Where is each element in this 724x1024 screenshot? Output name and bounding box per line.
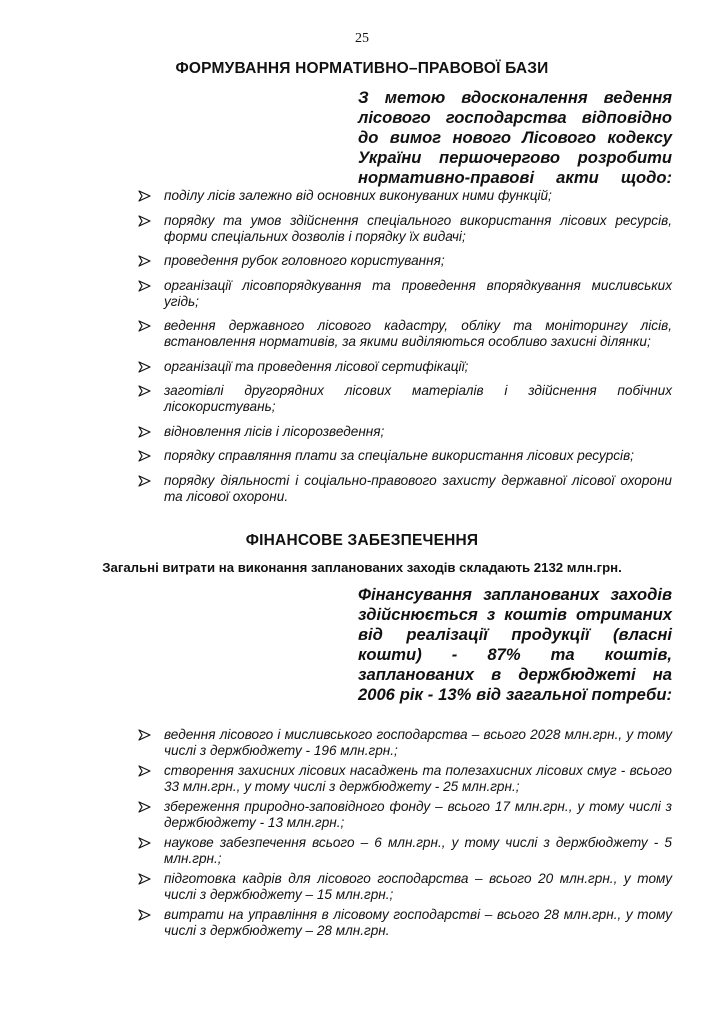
list-item [138,763,672,795]
list-item [138,835,672,867]
list-item-text: порядку справляння плати за спеціальне використання лісових ресурсів; [164,448,634,463]
list-item [138,871,672,903]
lead-paragraph-regulatory: З метою вдосконалення ведення лісового господарства відповідно до вимог нового Лісового кодексу України першочергово розробити нормативно-правові акти щодо: [358,88,672,187]
list-item [138,213,672,245]
list-item-text: організації лісовпорядкування та проведення впорядкування мисливських угідь; [164,277,672,309]
section-heading-financing: ФІНАНСОВЕ ЗАБЕЗПЕЧЕННЯ [245,532,479,549]
list-item [138,424,672,440]
list-item [138,359,672,375]
total-costs-summary: Загальні витрати на виконання запланованих заходів складають 2132 млн.грн. [102,560,622,575]
arrowhead-bullet-icon [138,280,152,292]
list-item [138,253,672,269]
arrowhead-bullet-icon [138,873,152,885]
list-item-text: збереження природно-заповідного фонду – всього 17 млн.грн., у тому числі з держбюджету - 13 млн.грн.; [164,799,672,830]
list-item-text: підготовка кадрів для лісового господарства – всього 20 млн.грн., у тому числі з держбюджету – 15 млн.грн.; [164,871,672,902]
list-item-text: ведення лісового і мисливського господарства – всього 2028 млн.грн., у тому числі з держбюджету - 196 млн.грн.; [164,727,672,758]
arrowhead-bullet-icon [138,255,152,267]
arrowhead-bullet-icon [138,475,152,487]
page-number: 25 [355,31,369,46]
list-item-text: ведення державного лісового кадастру, обліку та моніторингу лісів, встановлення нормативів, за якими виділяються особливо захисні ділянки; [164,318,672,349]
arrowhead-bullet-icon [138,190,152,202]
list-item [138,907,672,939]
list-item [138,318,672,350]
list-item [138,473,672,505]
arrowhead-bullet-icon [138,729,152,741]
list-item-text: наукове забезпечення всього – 6 млн.грн., у тому числі з держбюджету - 5 млн.грн.; [164,835,672,866]
regulatory-acts-list [138,188,672,513]
list-item-text: організації та проведення лісової сертифікації; [164,358,469,374]
arrowhead-bullet-icon [138,801,152,813]
arrowhead-bullet-icon [138,361,152,373]
financing-items-list [138,727,672,943]
list-item-text: поділу лісів залежно від основних виконуваних ними функцій; [164,188,552,203]
list-item-text: проведення рубок головного користування; [164,253,445,268]
list-item [138,448,672,464]
arrowhead-bullet-icon [138,426,152,438]
arrowhead-bullet-icon [138,450,152,462]
list-item [138,383,672,415]
list-item [138,799,672,831]
list-item-text: відновлення лісів і лісорозведення; [164,423,385,439]
list-item [138,278,672,310]
arrowhead-bullet-icon [138,320,152,332]
list-item-text: заготівлі другорядних лісових матеріалів і здійснення побічних лісокористувань; [164,383,672,414]
arrowhead-bullet-icon [138,909,152,921]
lead-paragraph-financing: Фінансування запланованих заходів здійснюється з коштів отриманих від реалізації продукції (власні кошти) - 87% та коштів, запланованих в держбюджеті на 2006 рік - 13% від загальної потреби: [358,585,672,704]
list-item-text: порядку та умов здійснення спеціального використання лісових ресурсів, форми спеціальних дозволів і порядку їх видачі; [164,212,672,244]
section-heading-regulatory: ФОРМУВАННЯ НОРМАТИВНО–ПРАВОВОЇ БАЗИ [175,60,549,77]
arrowhead-bullet-icon [138,837,152,849]
list-item [138,188,672,204]
list-item-text: створення захисних лісових насаджень та полезахисних лісових смуг - всього 33 млн.грн., у тому числі з держбюджету - 25 млн.грн.; [164,763,672,794]
arrowhead-bullet-icon [138,385,152,397]
arrowhead-bullet-icon [138,765,152,777]
list-item-text: порядку діяльності і соціально-правового захисту державної лісової охорони та лісової охорони. [164,472,672,504]
list-item-text: витрати на управління в лісовому господарстві – всього 28 млн.грн., у тому числі з держбюджету – 28 млн.грн. [164,907,672,938]
arrowhead-bullet-icon [138,215,152,227]
list-item [138,727,672,759]
